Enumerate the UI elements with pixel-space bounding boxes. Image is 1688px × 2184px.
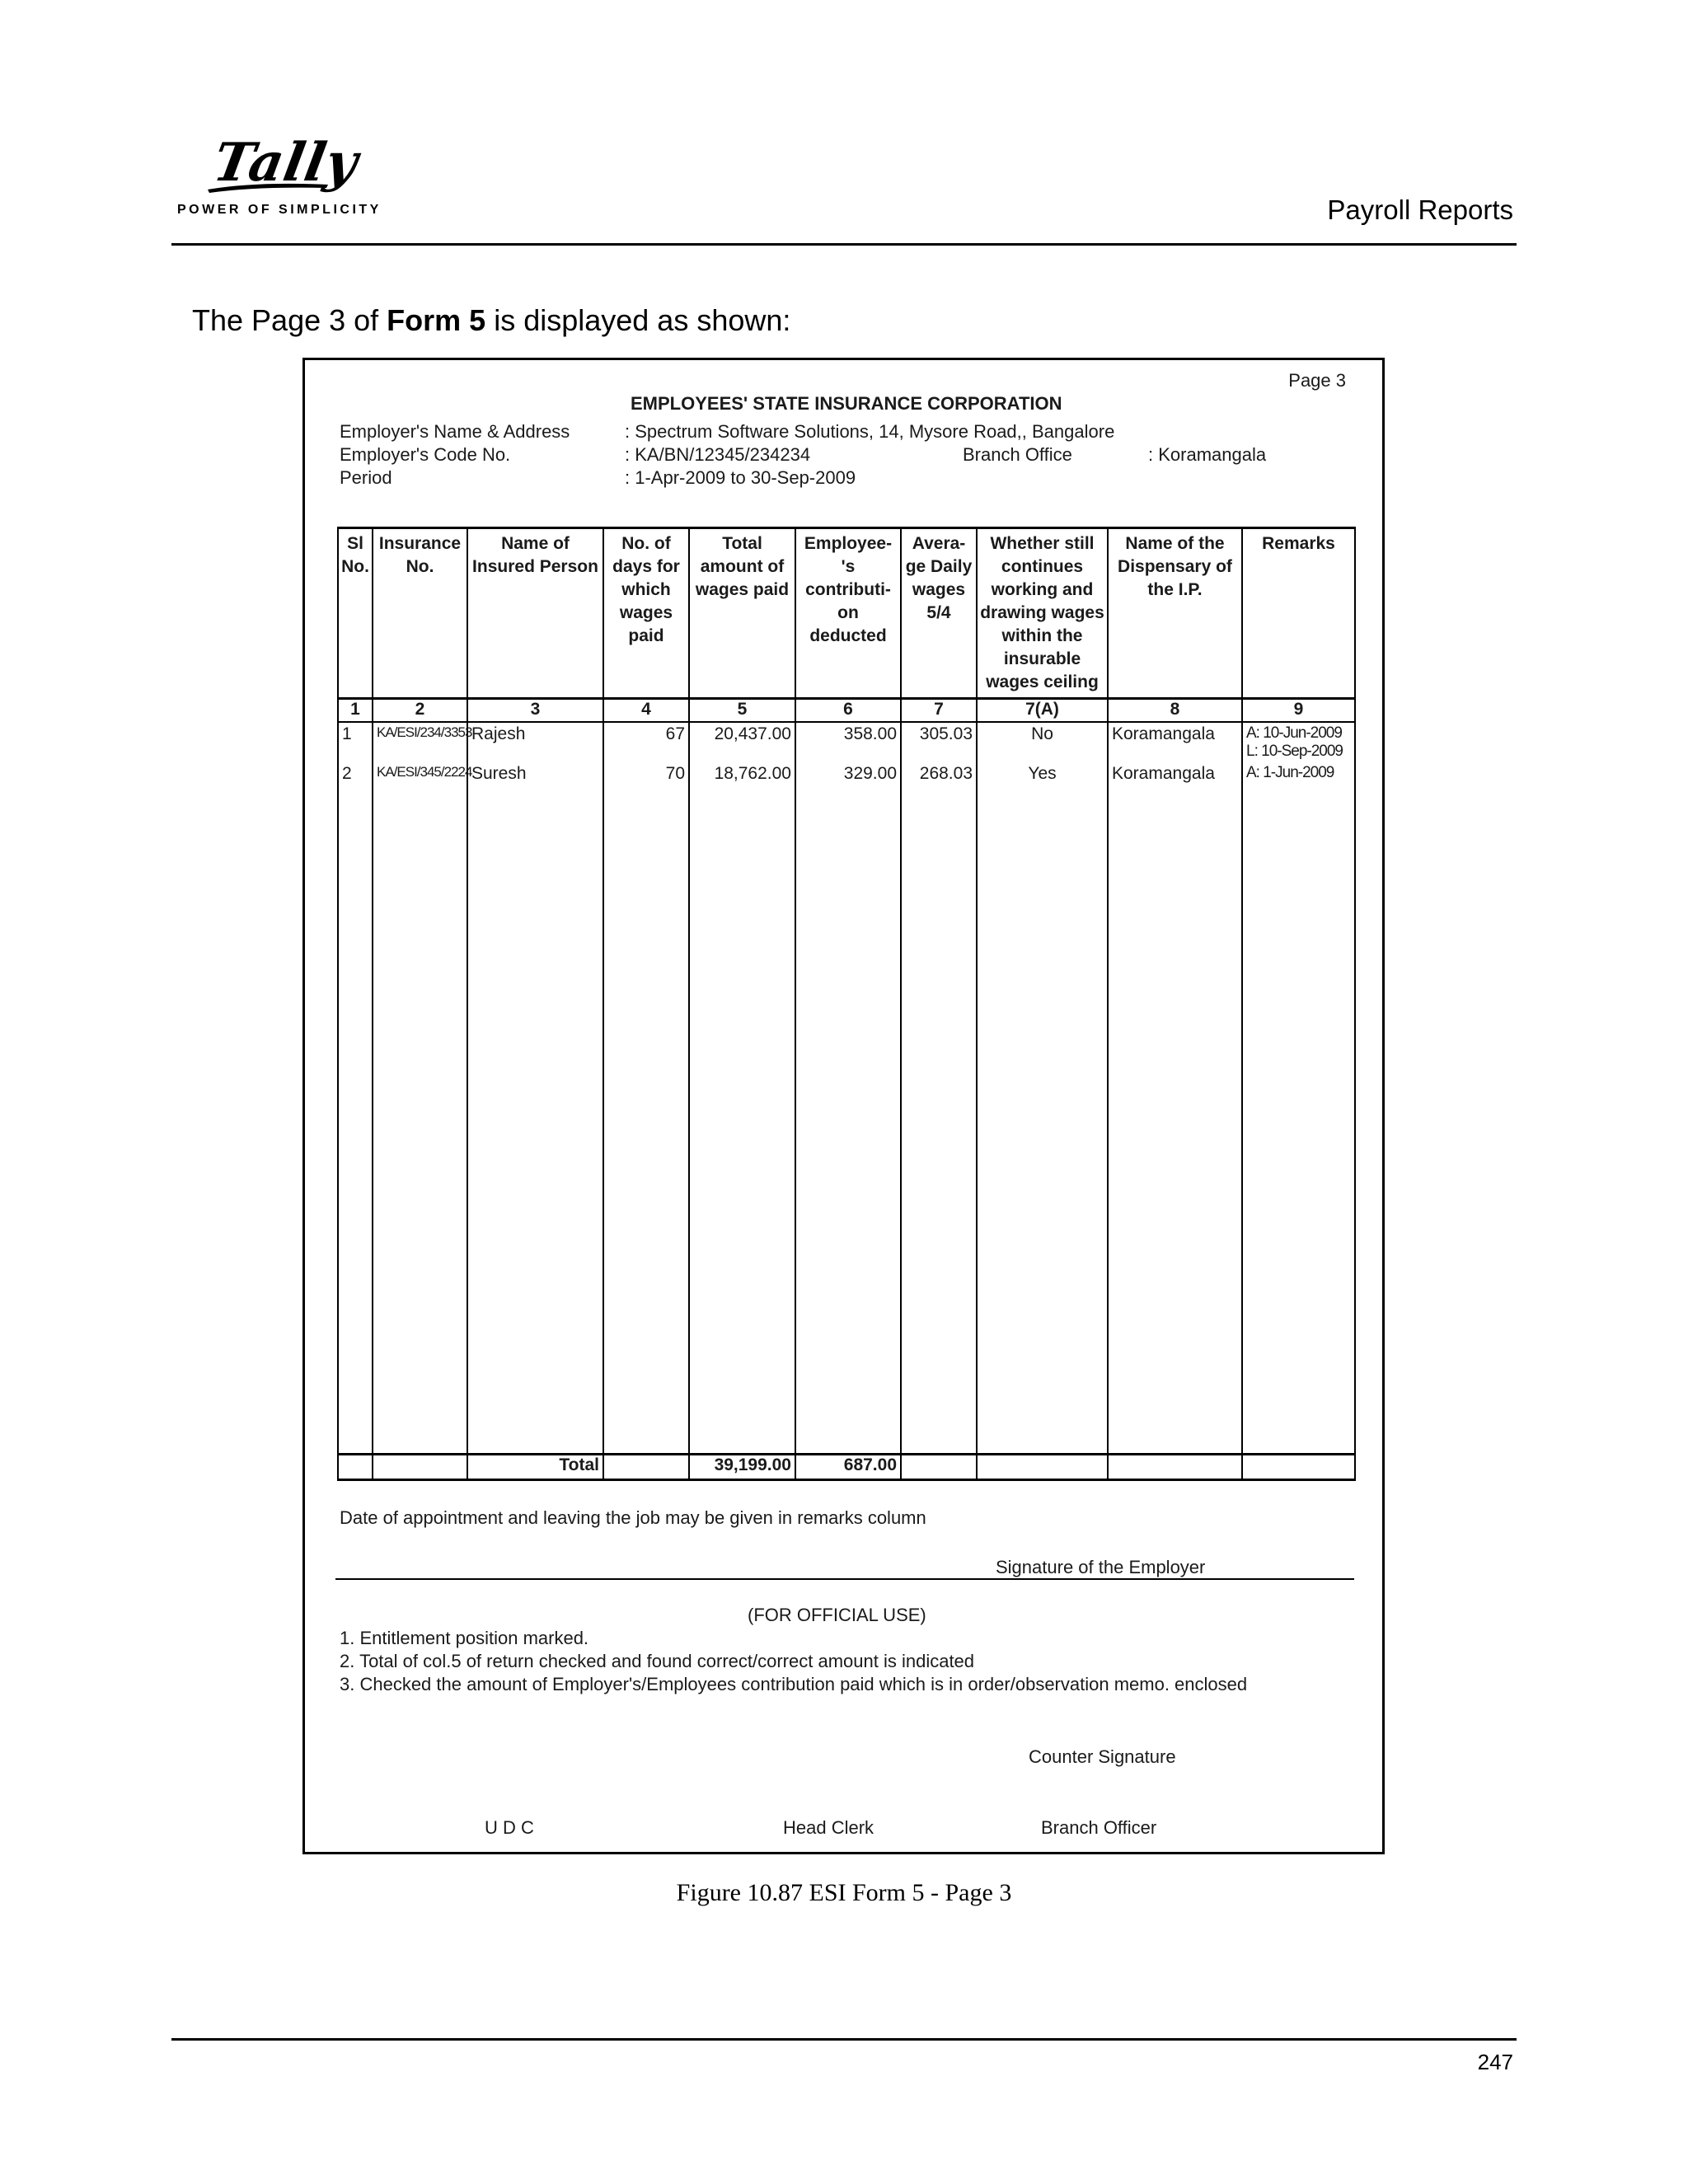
col-number: 5 (689, 699, 795, 723)
branch-officer-label: Branch Officer (1041, 1817, 1157, 1838)
remarks-line: A: 10-Jun-2009 (1246, 724, 1342, 742)
col-header: Employee-'s contributi-on deducted (795, 528, 901, 699)
sl-no: 1 (338, 722, 373, 762)
esi-form-5-page-3 (302, 358, 1385, 1854)
logo-wordmark: Tally (209, 132, 363, 194)
counter-signature-label: Counter Signature (1029, 1746, 1176, 1767)
official-item: 2. Total of col.5 of return checked and found correct/correct amount is indicated (340, 1651, 975, 1671)
col-number: 2 (373, 699, 467, 723)
intro-suffix: is displayed as shown: (485, 303, 791, 337)
days-paid: 70 (603, 762, 689, 787)
employer-name-value: : Spectrum Software Solutions, 14, Mysore Road,, Bangalore (625, 421, 1115, 442)
sl-no: 2 (338, 762, 373, 787)
logo-tagline: POWER OF SIMPLICITY (177, 203, 382, 217)
corporation-title: EMPLOYEES' STATE INSURANCE CORPORATION (631, 393, 1062, 414)
footer-divider (171, 2038, 1517, 2041)
col-header: Sl No. (338, 528, 373, 699)
dispensary: Koramangala (1108, 762, 1242, 787)
intro-bold: Form 5 (387, 303, 486, 337)
col-number: 1 (338, 699, 373, 723)
section-title: Payroll Reports (1327, 194, 1513, 225)
logo-swoosh (206, 180, 330, 194)
remarks-note: Date of appointment and leaving the job may be given in remarks column (340, 1507, 926, 1528)
employer-code-value: : KA/BN/12345/234234 (625, 444, 811, 465)
col-number: 9 (1242, 699, 1355, 723)
col-header: Avera-ge Daily wages 5/4 (901, 528, 977, 699)
insured-name: Rajesh (467, 722, 603, 762)
col-header: Whether still continues working and drawing wages within the insurable wages ceiling (977, 528, 1108, 699)
table-row (338, 762, 1355, 787)
official-use-heading: (FOR OFFICIAL USE) (748, 1605, 926, 1625)
contribution: 358.00 (795, 722, 901, 762)
col-header: Name of the Dispensary of the I.P. (1108, 528, 1242, 699)
employer-signature-label: Signature of the Employer (996, 1557, 1206, 1577)
head-clerk-label: Head Clerk (783, 1817, 874, 1838)
page-number: 247 (1477, 2050, 1513, 2074)
table-row (338, 722, 1355, 762)
remarks (1242, 762, 1355, 787)
col-header: Total amount of wages paid (689, 528, 795, 699)
total-row (338, 1455, 1355, 1480)
col-number: 6 (795, 699, 901, 723)
figure-caption: Figure 10.87 ESI Form 5 - Page 3 (676, 1879, 1012, 1906)
wages-paid: 20,437.00 (689, 722, 795, 762)
insured-persons-table (337, 527, 1356, 1481)
col-number: 7 (901, 699, 977, 723)
col-number: 4 (603, 699, 689, 723)
table-header-row (338, 528, 1355, 699)
branch-office-label: Branch Office (963, 444, 1072, 465)
remarks-line: A: 1-Jun-2009 (1246, 764, 1334, 781)
col-number: 3 (467, 699, 603, 723)
remarks-line: L: 10-Sep-2009 (1246, 743, 1343, 760)
col-header: No. of days for which wages paid (603, 528, 689, 699)
continues-working: Yes (977, 762, 1108, 787)
branch-office-value: : Koramangala (1148, 444, 1267, 465)
signature-divider (335, 1578, 1354, 1580)
total-wages: 39,199.00 (689, 1455, 795, 1480)
insured-name: Suresh (467, 762, 603, 787)
tally-logo (173, 132, 382, 223)
intro-prefix: The Page 3 of (192, 303, 387, 337)
col-number: 8 (1108, 699, 1242, 723)
column-number-row (338, 699, 1355, 723)
employer-code-label: Employer's Code No. (340, 444, 511, 465)
remarks (1242, 722, 1355, 762)
total-label: Total (467, 1455, 603, 1480)
wages-paid: 18,762.00 (689, 762, 795, 787)
intro-text (192, 303, 790, 338)
col-header: Remarks (1242, 528, 1355, 699)
employer-name-label: Employer's Name & Address (340, 421, 570, 442)
total-contribution: 687.00 (795, 1455, 901, 1480)
avg-daily-wages: 268.03 (901, 762, 977, 787)
official-item: 1. Entitlement position marked. (340, 1628, 589, 1648)
avg-daily-wages: 305.03 (901, 722, 977, 762)
insurance-no: KA/ESI/345/2224 (373, 762, 467, 787)
period-value: : 1-Apr-2009 to 30-Sep-2009 (625, 467, 856, 488)
period-label: Period (340, 467, 392, 488)
dispensary: Koramangala (1108, 722, 1242, 762)
form-page-label: Page 3 (1288, 370, 1346, 391)
continues-working: No (977, 722, 1108, 762)
official-item: 3. Checked the amount of Employer's/Employees contribution paid which is in order/observation memo. enclosed (340, 1674, 1248, 1694)
empty-row-space (338, 787, 1355, 1455)
contribution: 329.00 (795, 762, 901, 787)
header-divider (171, 243, 1517, 246)
udc-label: U D C (485, 1817, 534, 1838)
days-paid: 67 (603, 722, 689, 762)
insurance-no: KA/ESI/234/3353 (373, 722, 467, 762)
col-header: Insurance No. (373, 528, 467, 699)
col-number: 7(A) (977, 699, 1108, 723)
col-header: Name of Insured Person (467, 528, 603, 699)
